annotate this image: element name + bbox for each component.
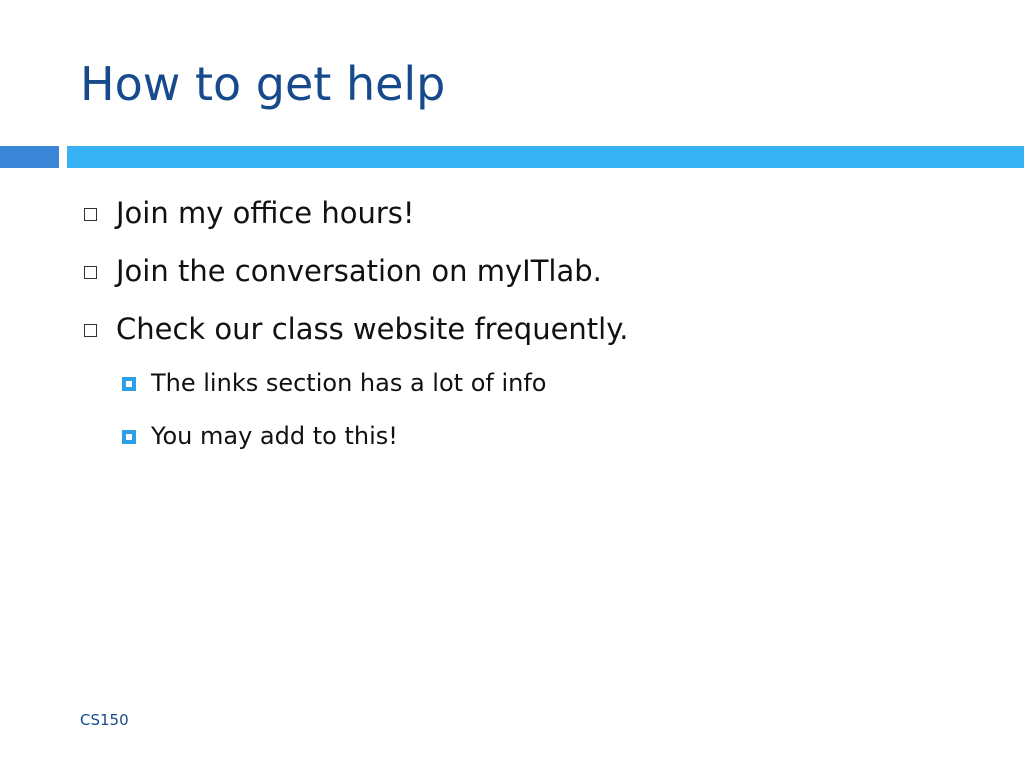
bullet-text: Join the conversation on myITlab. xyxy=(116,254,602,288)
sub-bullet-item xyxy=(80,364,980,417)
hollow-square-icon xyxy=(84,208,97,221)
accent-bar-left xyxy=(0,146,59,168)
sub-bullet-item xyxy=(80,417,980,470)
slide-footer: CS150 xyxy=(80,711,129,729)
hollow-square-icon xyxy=(84,324,97,337)
bullet-text: Check our class website frequently. xyxy=(116,312,629,346)
hollow-square-icon xyxy=(84,266,97,279)
bullet-item xyxy=(80,248,980,306)
filled-square-icon xyxy=(122,377,136,391)
sub-bullet-text: The links section has a lot of info xyxy=(151,369,547,397)
slide-title: How to get help xyxy=(80,57,446,111)
bullet-text: Join my office hours! xyxy=(116,196,415,230)
bullet-list xyxy=(80,190,980,470)
sub-bullet-text: You may add to this! xyxy=(151,422,398,450)
filled-square-icon xyxy=(122,430,136,444)
bullet-item xyxy=(80,190,980,248)
bullet-item xyxy=(80,306,980,364)
accent-bar-right xyxy=(67,146,1024,168)
